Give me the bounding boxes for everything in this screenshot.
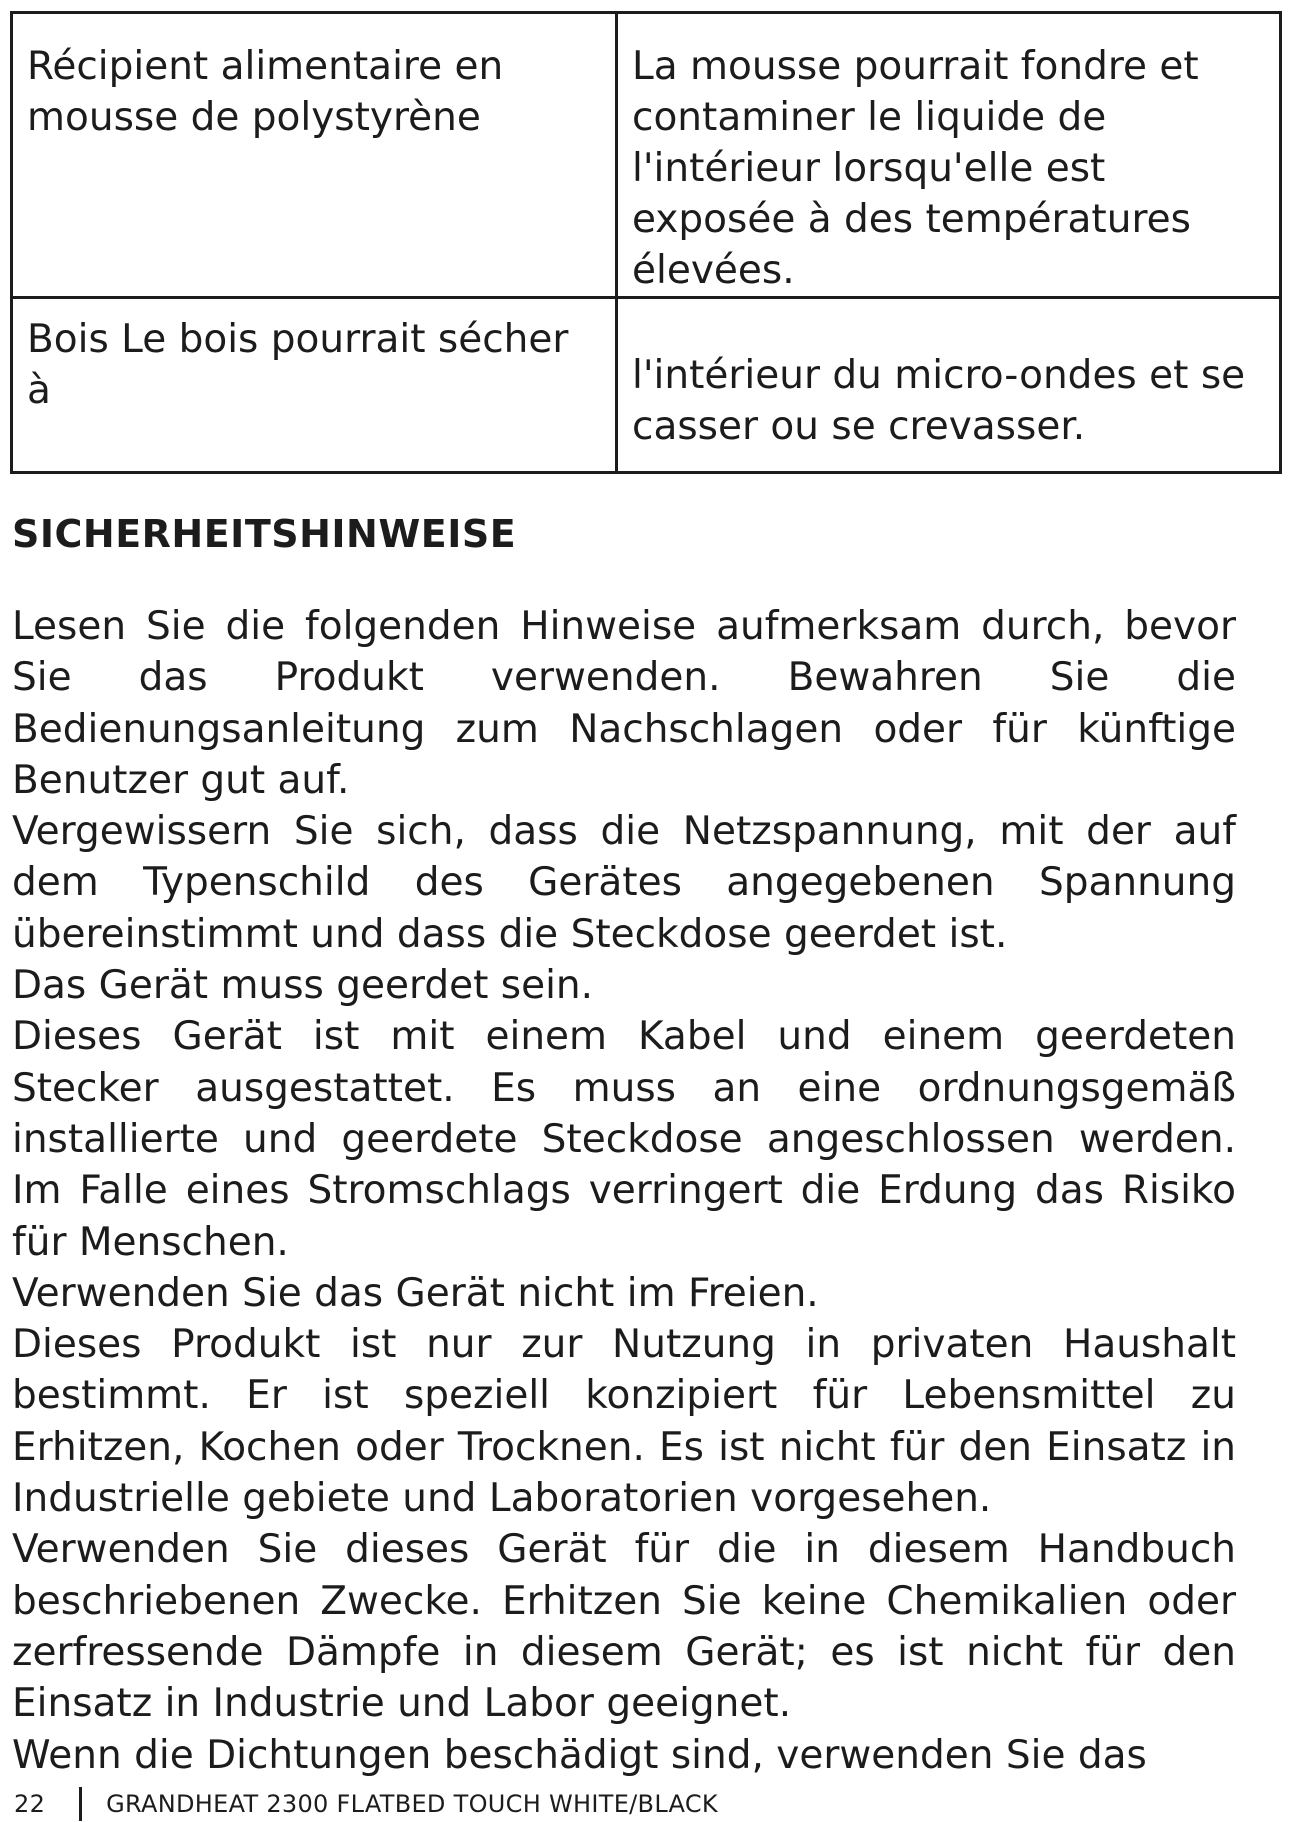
paragraph: Dieses Produkt ist nur zur Nutzung in privaten Haushalt bestimmt. Er ist speziell konzipiert für Lebensmittel zu Erhitzen, Kochen oder Trocknen. Es ist nicht für den Einsatz in Industrielle gebiete und Laboratorien vorgesehen.	[12, 1322, 1236, 1522]
safety-instructions	[12, 601, 1236, 1781]
materials-table	[10, 11, 1282, 474]
table-cell-reason: La mousse pourrait fondre et contaminer le liquide de l'intérieur lorsqu'elle est exposée à des températures élevées.	[617, 13, 1281, 298]
paragraph: Verwenden Sie dieses Gerät für die in diesem Handbuch beschriebenen Zwecke. Erhitzen Sie keine Chemikalien oder zerfressende Dämpfe in diesem Gerät; es ist nicht für den Einsatz in Industrie und Labor geeignet.	[12, 1527, 1236, 1727]
table-cell-reason	[617, 298, 1281, 473]
paragraph: Das Gerät muss geerdet sein.	[12, 963, 594, 1009]
page-footer	[14, 1786, 718, 1822]
table-cell-material: Récipient alimentaire en mousse de polystyrène	[12, 13, 617, 298]
table-cell-material: Bois Le bois pourrait sécher à	[12, 298, 617, 473]
product-name: GRANDHEAT 2300 FLATBED TOUCH WHITE/BLACK	[106, 1790, 718, 1818]
table-row	[12, 13, 1281, 298]
paragraph: Vergewissern Sie sich, dass die Netzspannung, mit der auf dem Typenschild des Gerätes angegebenen Spannung übereinstimmt und dass die Steckdose geerdet ist.	[12, 809, 1236, 957]
page-number: 22	[14, 1790, 46, 1818]
table-cell-reason-text: l'intérieur du micro-ondes et se casser ou se crevasser.	[632, 353, 1246, 449]
footer-divider	[79, 1787, 82, 1821]
paragraph: Dieses Gerät ist mit einem Kabel und einem geerdeten Stecker ausgestattet. Es muss an eine ordnungsgemäß installierte und geerdete Steckdose angeschlossen werden. Im Falle eines Stromschlags verringert die Erdung das Risiko für Menschen.	[12, 1014, 1236, 1265]
section-heading: SICHERHEITSHINWEISE	[12, 512, 517, 556]
paragraph: Lesen Sie die folgenden Hinweise aufmerksam durch, bevor Sie das Produkt verwenden. Bewahren Sie die Bedienungsanleitung zum Nachschlagen oder für künftige Benutzer gut auf.	[12, 604, 1236, 803]
paragraph: Verwenden Sie das Gerät nicht im Freien.	[12, 1270, 819, 1316]
paragraph: Wenn die Dichtungen beschädigt sind, verwenden Sie das	[12, 1732, 1147, 1778]
table-row	[12, 298, 1281, 473]
